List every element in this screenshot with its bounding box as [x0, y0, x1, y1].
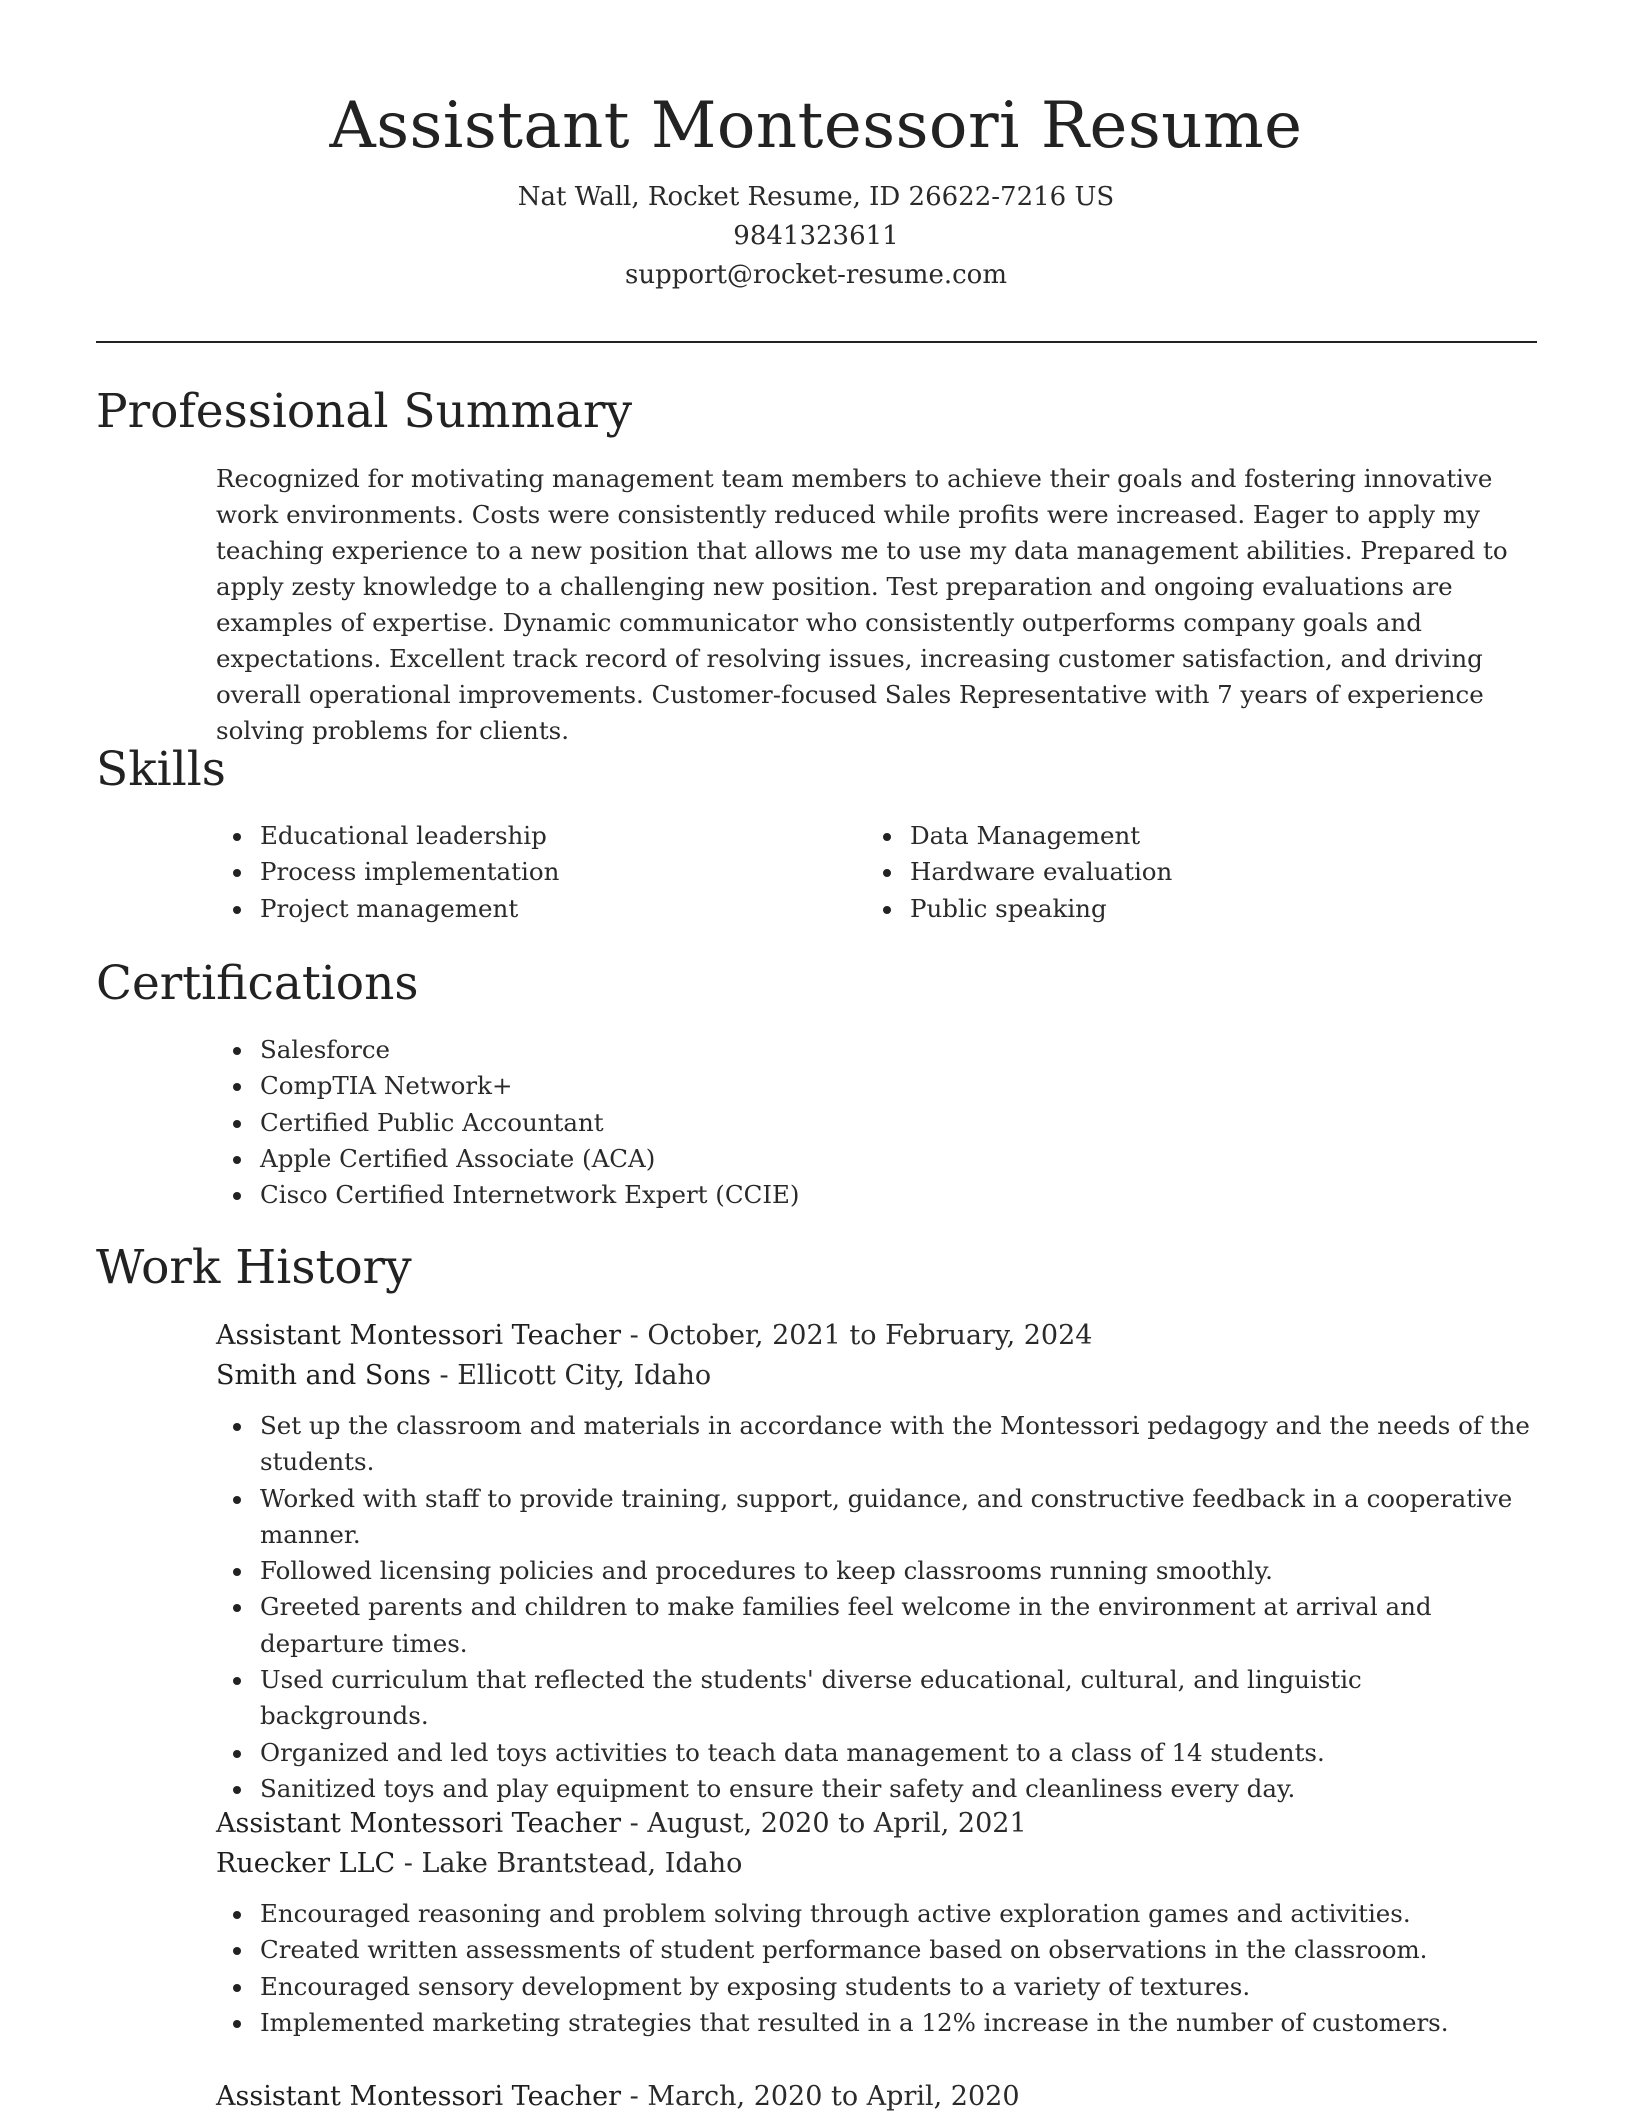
job-title: Assistant Montessori Teacher — [216, 2081, 622, 2112]
certification-item: CompTIA Network+ — [216, 1068, 1536, 1104]
job-duty-item: Followed licensing policies and procedures to keep classrooms running smoothly. — [216, 1553, 1536, 1589]
skills-heading: Skills — [96, 742, 226, 797]
job-title-line — [216, 2077, 1536, 2117]
resume-title: Assistant Montessori Resume — [329, 89, 1303, 163]
job-duty-item: Implemented marketing strategies that resulted in a 12% increase in the number of customers. — [216, 2005, 1536, 2041]
job-duties-list — [216, 1896, 1536, 2041]
skill-item: Project management — [216, 891, 816, 927]
job-entry — [216, 1316, 1536, 1807]
certifications-list — [216, 1032, 1536, 1213]
certification-item: Cisco Certified Internetwork Expert (CCIE) — [216, 1177, 1536, 1213]
job-entry — [216, 2077, 1536, 2117]
skill-item: Process implementation — [216, 854, 816, 890]
job-location: - Ellicott City, Idaho — [430, 1360, 712, 1391]
job-duty-item: Created written assessments of student performance based on observations in the classroom. — [216, 1932, 1536, 1968]
certification-item: Apple Certified Associate (ACA) — [216, 1141, 1536, 1177]
contact-block — [0, 178, 1632, 295]
job-entry — [216, 1804, 1536, 2041]
skill-item: Data Management — [866, 818, 1466, 854]
contact-address: Nat Wall, Rocket Resume, ID 26622-7216 US — [517, 182, 1115, 212]
job-duty-item: Used curriculum that reflected the students' diverse educational, cultural, and linguistic backgrounds. — [216, 1662, 1536, 1735]
skills-list-right — [866, 818, 1466, 927]
job-dates: - March, 2020 to April, 2020 — [621, 2081, 1020, 2112]
contact-phone: 9841323611 — [733, 221, 899, 251]
skills-list-left — [216, 818, 816, 927]
job-duties-list — [216, 1408, 1536, 1807]
skill-item: Educational leadership — [216, 818, 816, 854]
job-duty-item: Encouraged sensory development by exposing students to a variety of textures. — [216, 1969, 1536, 2005]
job-company-line — [216, 1356, 1536, 1396]
skill-item: Public speaking — [866, 891, 1466, 927]
contact-email: support@rocket-resume.com — [624, 260, 1007, 290]
job-company-line — [216, 1844, 1536, 1884]
work-history-heading: Work History — [96, 1240, 412, 1295]
job-title: Assistant Montessori Teacher — [216, 1808, 622, 1839]
skill-item: Hardware evaluation — [866, 854, 1466, 890]
job-duty-item: Encouraged reasoning and problem solving through active exploration games and activities. — [216, 1896, 1536, 1932]
job-dates: - October, 2021 to February, 2024 — [621, 1320, 1093, 1351]
job-title: Assistant Montessori Teacher — [216, 1320, 622, 1351]
job-duty-item: Greeted parents and children to make families feel welcome in the environment at arrival and departure times. — [216, 1589, 1536, 1662]
job-duty-item: Organized and led toys activities to teach data management to a class of 14 students. — [216, 1735, 1536, 1771]
certification-item: Salesforce — [216, 1032, 1536, 1068]
job-title-line — [216, 1316, 1536, 1356]
job-title-line — [216, 1804, 1536, 1844]
summary-heading: Professional Summary — [96, 384, 633, 439]
certification-item: Certified Public Accountant — [216, 1105, 1536, 1141]
job-company: Ruecker LLC — [216, 1848, 396, 1879]
job-duty-item: Sanitized toys and play equipment to ensure their safety and cleanliness every day. — [216, 1771, 1536, 1807]
job-duty-item: Set up the classroom and materials in accordance with the Montessori pedagogy and the needs of the students. — [216, 1408, 1536, 1481]
job-company: Smith and Sons — [216, 1360, 431, 1391]
job-duty-item: Worked with staff to provide training, support, guidance, and constructive feedback in a cooperative manner. — [216, 1481, 1536, 1554]
job-location: - Lake Brantstead, Idaho — [395, 1848, 743, 1879]
header-divider — [96, 341, 1537, 343]
resume-header — [0, 0, 1632, 295]
summary-text: Recognized for motivating management team members to achieve their goals and fostering innovative work environments. Costs were consistently reduced while profits were increased. Eager to apply my teaching experience to a new position that allows me to use my data management abilities. Prepared to apply zesty knowledge to a challenging new position. Test preparation and ongoing evaluations are examples of expertise. Dynamic communicator who consistently outperforms company goals and expectations. Excellent track record of resolving issues, increasing customer satisfaction, and driving overall operational improvements. Customer-focused Sales Representative with 7 years of experience solving problems for clients. — [216, 464, 1508, 745]
job-dates: - August, 2020 to April, 2021 — [621, 1808, 1027, 1839]
certifications-heading: Certifications — [96, 956, 419, 1011]
